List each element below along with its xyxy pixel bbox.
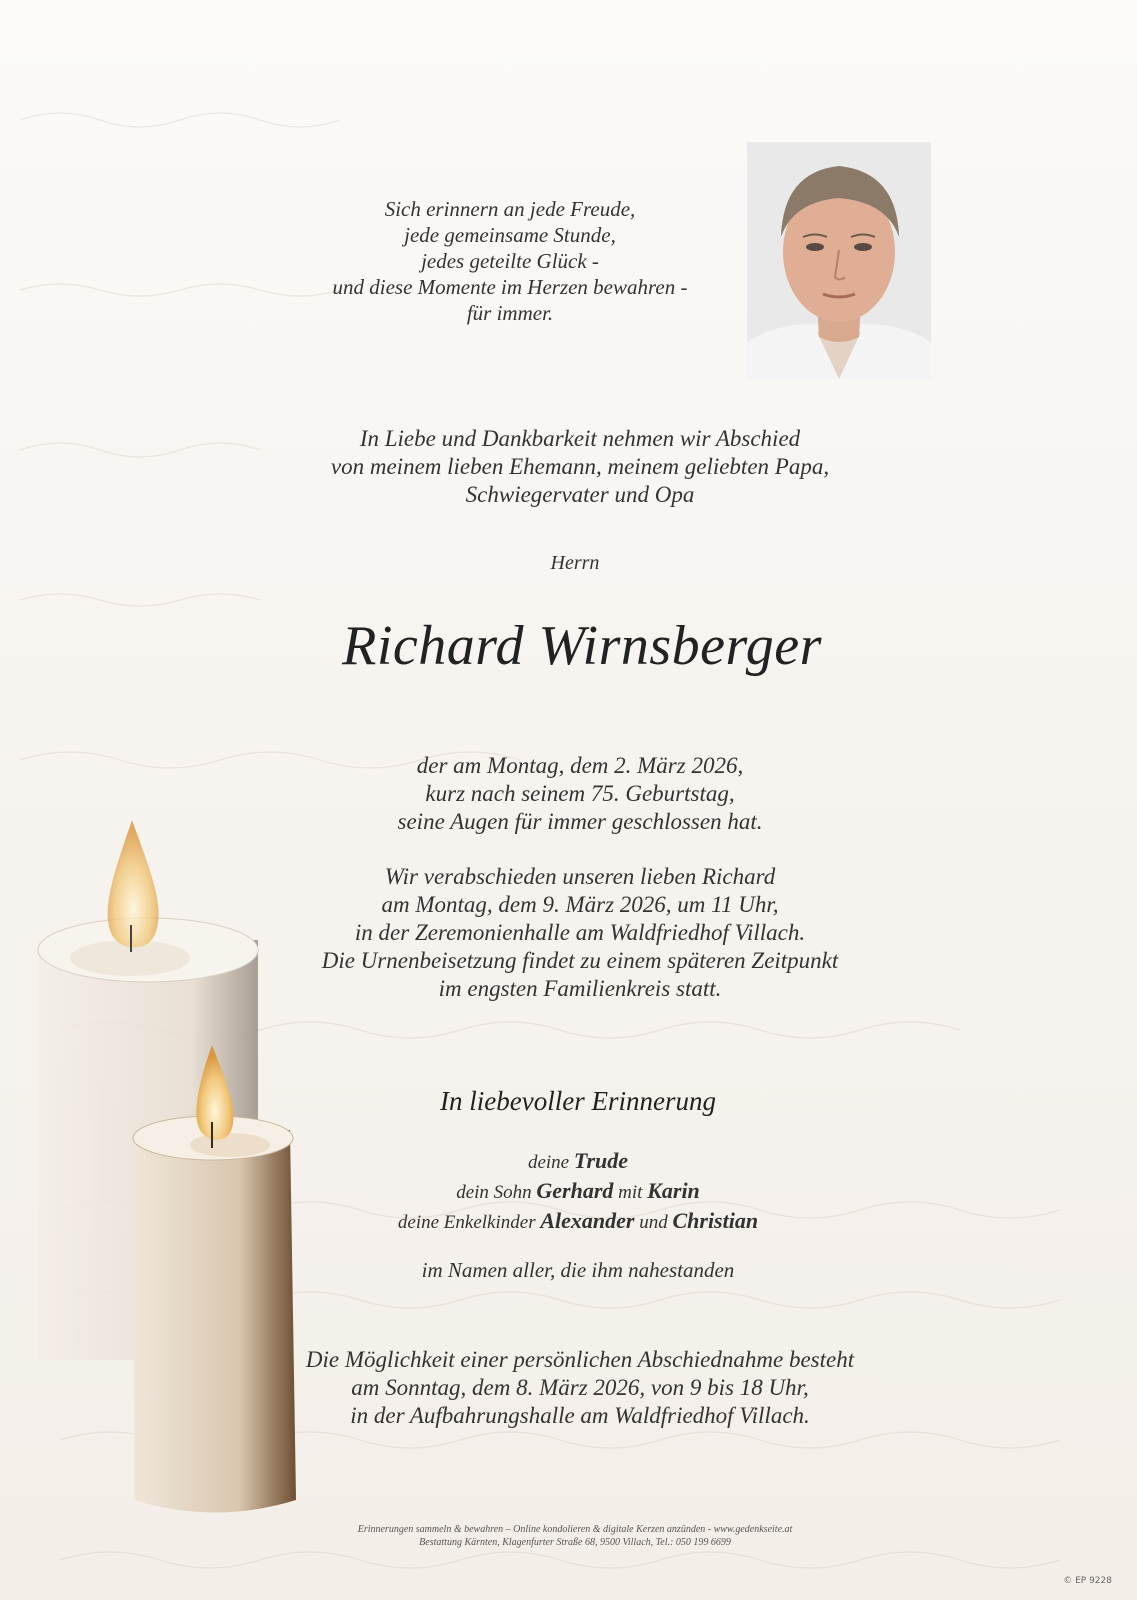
family-join: und — [639, 1212, 668, 1233]
memory-heading: In liebevoller Erinnerung — [440, 1086, 716, 1116]
poem-line: jede gemeinsame Stunde, — [404, 223, 616, 247]
family-join: mit — [618, 1182, 643, 1203]
funeral-line: Die Urnenbeisetzung findet zu einem späteren Zeitpunkt — [321, 948, 839, 973]
family-member-name: Gerhard — [536, 1178, 614, 1203]
on-behalf-line: im Namen aller, die ihm nahestanden — [421, 1258, 735, 1282]
deceased-name: Richard Wirnsberger — [342, 615, 822, 677]
intro-line: In Liebe und Dankbarkeit nehmen wir Abschied — [359, 426, 801, 451]
family-line — [78, 1147, 1078, 1177]
family-prefix: deine Enkelkinder — [397, 1212, 536, 1233]
intro-line: von meinem lieben Ehemann, meinem geliebten Papa, — [330, 454, 830, 479]
portrait-photo — [747, 142, 931, 379]
family-line — [78, 1177, 1078, 1207]
salutation: Herrn — [550, 552, 600, 574]
funeral-line: im engsten Familienkreis statt. — [438, 976, 722, 1001]
portrait-image — [747, 142, 931, 379]
death-line: der am Montag, dem 2. März 2026, — [416, 753, 744, 778]
footer-line: Erinnerungen sammeln & bewahren – Online kondolieren & digitale Kerzen anzünden - www.gedenkseite.at — [357, 1524, 793, 1535]
family-list — [78, 1147, 1078, 1237]
family-line — [78, 1207, 1078, 1237]
funeral-details — [80, 863, 1080, 1003]
family-prefix: dein Sohn — [456, 1182, 532, 1203]
family-member-name: Karin — [647, 1178, 700, 1203]
death-line: kurz nach seinem 75. Geburtstag, — [425, 781, 735, 806]
funeral-line: Wir verabschieden unseren lieben Richard — [384, 864, 776, 889]
footer-line: Bestattung Kärnten, Klagenfurter Straße 68, 9500 Villach, Tel.: 050 199 6699 — [419, 1537, 731, 1548]
family-member-name: Christian — [672, 1208, 759, 1233]
funeral-line: am Montag, dem 9. März 2026, um 11 Uhr, — [381, 892, 779, 917]
farewell-intro — [80, 425, 1080, 509]
poem-line: jedes geteilte Glück - — [421, 249, 599, 273]
family-member-name: Alexander — [540, 1208, 635, 1233]
poem-line: Sich erinnern an jede Freude, — [384, 197, 636, 221]
viewing-line: am Sonntag, dem 8. März 2026, von 9 bis 18 Uhr, — [351, 1375, 809, 1400]
viewing-details — [80, 1346, 1080, 1430]
viewing-line: in der Aufbahrungshalle am Waldfriedhof Villach. — [350, 1403, 810, 1428]
poem-line: für immer. — [466, 301, 554, 325]
death-notice — [80, 752, 1080, 836]
footer-info — [75, 1523, 1075, 1549]
document-code: © EP 9228 — [1063, 1576, 1112, 1586]
family-prefix: deine — [527, 1152, 570, 1173]
memorial-poem — [290, 196, 730, 326]
poem-line: und diese Momente im Herzen bewahren - — [332, 275, 688, 299]
viewing-line: Die Möglichkeit einer persönlichen Abschiednahme besteht — [305, 1347, 855, 1372]
intro-line: Schwiegervater und Opa — [465, 482, 695, 507]
funeral-line: in der Zeremonienhalle am Waldfriedhof Villach. — [354, 920, 806, 945]
death-line: seine Augen für immer geschlossen hat. — [397, 809, 763, 834]
family-member-name: Trude — [573, 1148, 629, 1173]
